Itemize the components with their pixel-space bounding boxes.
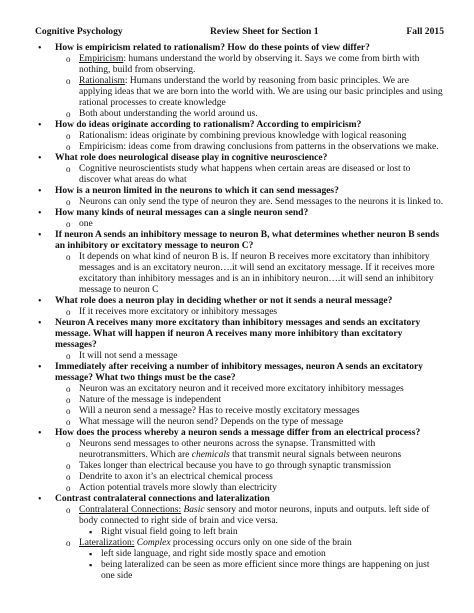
detail-text: left side language, and right side mostly space and emotion <box>101 549 326 559</box>
detail-text: Right visual field going to left brain <box>101 527 238 537</box>
answer-text: Action potential travels more slowly than electricity <box>79 483 277 493</box>
question-text: • How is empiricism related to rationalism? How do these points of view differ? <box>55 43 370 53</box>
question-text: • What role does a neuron play in deciding whether or not it sends a neural message? <box>55 296 393 306</box>
answer-text: Will a neuron send a message? Has to receive mostly excitatory messages <box>79 406 360 416</box>
answer-list <box>55 307 444 318</box>
detail-item <box>79 560 444 582</box>
answer-item <box>55 54 444 76</box>
detail-list <box>79 549 444 582</box>
answer-item <box>55 483 444 494</box>
answer-text: Rationalism: ideas originate by combining previous knowledge with logical reasoning <box>79 131 407 141</box>
answer-item <box>55 131 444 142</box>
answer-item <box>55 384 444 395</box>
answer-item <box>55 472 444 483</box>
answer-text: sensory and motor neurons, inputs and outputs. left side of body connected to right side of brain and vice versa. <box>79 505 430 526</box>
page-header <box>35 26 444 43</box>
answer-item <box>55 439 444 461</box>
answer-item <box>55 417 444 428</box>
question-item <box>35 208 444 230</box>
answer-list <box>55 505 444 582</box>
question-item <box>35 362 444 428</box>
question-item <box>35 428 444 494</box>
question-item <box>35 296 444 318</box>
answer-item <box>55 461 444 472</box>
answer-text: Cognitive neuroscientists study what happens when certain areas are diseased or lost to discover what areas do what <box>79 164 411 185</box>
emphasis-text: Complex <box>136 538 171 548</box>
answer-item <box>55 219 444 230</box>
answer-item <box>55 307 444 318</box>
detail-item <box>79 549 444 560</box>
answer-text: : Humans understand the world by reasoning from basic principles. We are applying ideas that we are born into the world with. We are using our basic principles and using rational processes to create knowledge <box>79 76 443 108</box>
answer-list <box>55 164 444 186</box>
question-text: • How does the process whereby a neuron sends a message differ from an electrical process? <box>55 428 421 438</box>
question-item <box>35 230 444 296</box>
question-text: • How many kinds of neural messages can a single neuron send? <box>55 208 309 218</box>
emphasis-text: Basic <box>183 505 205 515</box>
detail-text: being lateralized can be seen as more efficient since more things are happening on just one side <box>101 560 430 581</box>
answer-text: Neuron was an excitatory neuron and it received more excitatory inhibitory messages <box>79 384 404 394</box>
question-text: • Neuron A receives many more excitatory than inhibitory messages and sends an excitatory message. What will happen if neuron A receives many more inhibitory than excitatory messages? <box>55 318 421 350</box>
term-label: Empiricism <box>79 54 124 64</box>
answer-text: Empiricism: ideas come from drawing conclusions from patterns in the observations we make. <box>79 142 439 152</box>
answer-item <box>55 164 444 186</box>
question-text: • If neuron A sends an inhibitory message to neuron B, what determines whether neuron B sends an inhibitory or excitatory message to neuron C? <box>55 230 440 251</box>
answer-item <box>55 109 444 120</box>
answer-item <box>55 351 444 362</box>
answer-text: If it receives more excitatory or inhibitory messages <box>79 307 278 317</box>
answer-list <box>55 219 444 230</box>
answer-list <box>55 54 444 120</box>
answer-item <box>55 142 444 153</box>
question-item <box>35 43 444 120</box>
answer-text: It will not send a message <box>79 351 178 361</box>
answer-text: processing occurs only on one side of the brain <box>170 538 352 548</box>
detail-item <box>79 527 444 538</box>
question-item <box>35 318 444 362</box>
term-label: Lateralization: <box>79 538 135 548</box>
answer-item <box>55 252 444 296</box>
answer-list <box>55 131 444 153</box>
answer-list <box>55 197 444 208</box>
answer-text: that transmit neural signals between neurons <box>229 450 402 460</box>
question-text: • Immediately after receiving a number of inhibitory messages, neuron A sends an excitatory message? What two things must be the case? <box>55 362 423 383</box>
answer-text: It depends on what kind of neuron B is. If neuron B receives more excitatory than inhibitory messages and is an excitatory neuron….it will send an excitatory message. If it receives more excitatory than inhibitory messages and is an in inhibitory neuron….it will send an inhibitory message to neuron C <box>79 252 435 295</box>
answer-text: Neurons can only send the type of neuron they are. Send messages to the neurons it is linked to. <box>79 197 444 207</box>
answer-item <box>55 505 444 538</box>
emphasis-text: chemicals <box>191 450 230 460</box>
answer-list <box>55 351 444 362</box>
answer-text: Neurons send messages to other neurons across the synapse. Transmitted with neurotransmitters. Which are <box>79 439 376 460</box>
answer-item <box>55 395 444 406</box>
question-item <box>35 153 444 186</box>
question-item <box>35 186 444 208</box>
term-label: Rationalism <box>79 76 125 86</box>
question-item <box>35 120 444 153</box>
answer-item <box>55 406 444 417</box>
course-title: Cognitive Psychology <box>35 26 123 37</box>
question-text: • What role does neurological disease play in cognitive neuroscience? <box>55 153 328 163</box>
term-label: Fall 2015 <box>406 26 444 37</box>
question-text: • How is a neuron limited in the neurons to which it can send messages? <box>55 186 339 196</box>
answer-list <box>55 384 444 428</box>
sheet-title: Review Sheet for Section 1 <box>210 26 319 37</box>
answer-text: Nature of the message is independent <box>79 395 222 405</box>
question-item <box>35 494 444 582</box>
answer-list <box>55 252 444 296</box>
detail-list <box>79 527 444 538</box>
answer-text: : humans understand the world by observing it. Says we come from birth with nothing, build from observing. <box>79 54 420 75</box>
answer-item <box>55 197 444 208</box>
question-text: • Contrast contralateral connections and lateralization <box>55 494 270 504</box>
answer-item <box>55 538 444 582</box>
answer-text: Takes longer than electrical because you have to go through synaptic transmission <box>79 461 391 471</box>
answer-text: one <box>79 219 93 229</box>
term-label: Contralateral Connections: <box>79 505 182 515</box>
answer-text: Both about understanding the world around us. <box>79 109 258 119</box>
answer-text: What message will the neuron send? Depends on the type of message <box>79 417 344 427</box>
answer-list <box>55 439 444 494</box>
question-text: • How do ideas originate according to rationalism? According to empiricism? <box>55 120 362 130</box>
answer-text: Dendrite to axon it’s an electrical chemical process <box>79 472 273 482</box>
question-list <box>35 43 444 582</box>
answer-item <box>55 76 444 109</box>
